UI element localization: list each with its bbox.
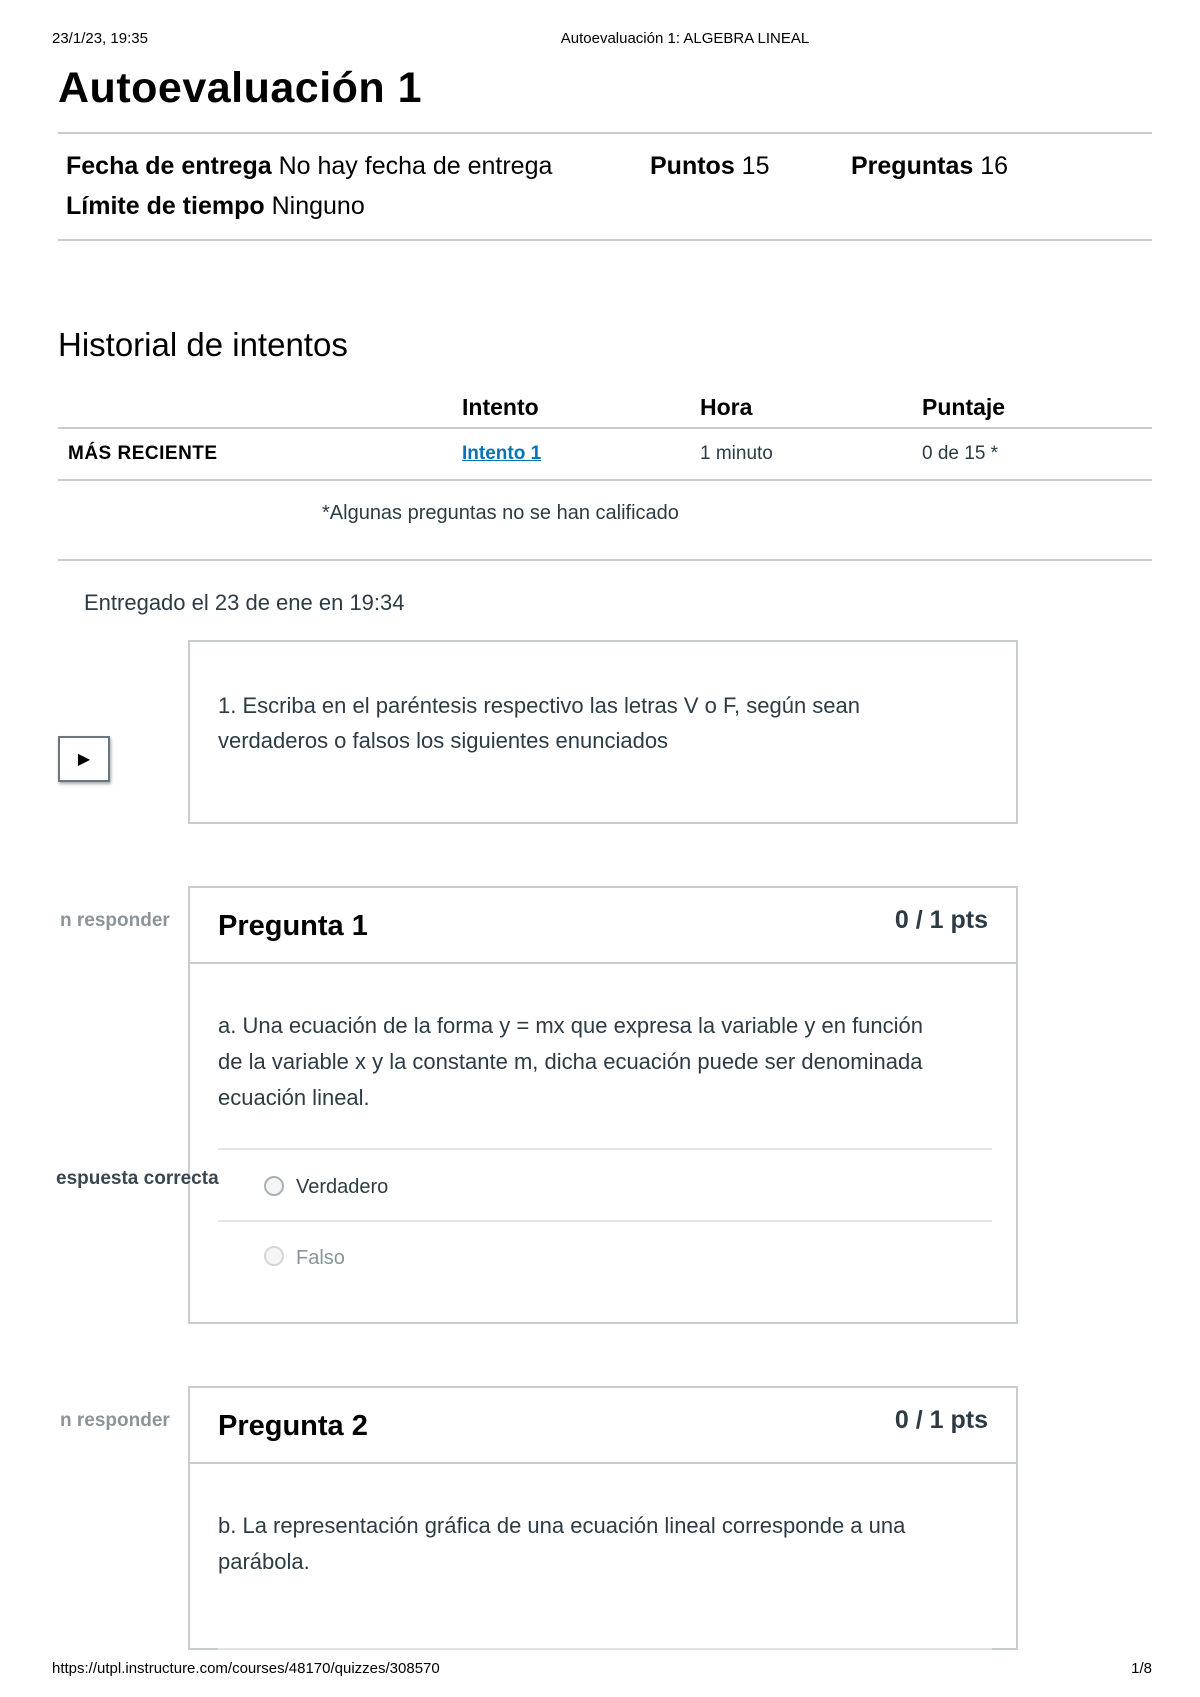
- points-value: 15: [741, 152, 770, 180]
- intro-line-1: 1. Escriba en el paréntesis respectivo las letras V o F, según sean: [218, 693, 861, 718]
- question-2-points: 0 / 1 pts: [894, 1406, 988, 1434]
- answer-divider: [218, 1148, 992, 1150]
- print-page-number: 1/8: [1131, 1660, 1152, 1677]
- time-limit: [66, 192, 365, 221]
- row-label: MÁS RECIENTE: [68, 443, 218, 464]
- attempt-link[interactable]: Intento 1: [462, 443, 542, 464]
- question-2-text-line-2: parábola.: [218, 1549, 310, 1574]
- due-date-label: Fecha de entrega: [66, 152, 272, 180]
- column-header-score: Puntaje: [922, 394, 1006, 420]
- history-divider: [58, 559, 1152, 561]
- intro-line-2: verdaderos o falsos los siguientes enunciados: [218, 728, 669, 753]
- question-1-body: [188, 964, 1018, 1324]
- grading-note: *Algunas preguntas no se han calificado: [322, 502, 679, 524]
- history-heading: Historial de intentos: [58, 326, 348, 363]
- print-url: https://utpl.instructure.com/courses/48170/quizzes/308570: [52, 1660, 440, 1677]
- attempt-time: 1 minuto: [700, 443, 773, 464]
- due-date: [66, 152, 552, 181]
- question-1-text-line-2: de la variable x y la constante m, dicha ecuación puede ser denominada: [218, 1049, 923, 1074]
- question-1-text-line-3: ecuación lineal.: [218, 1085, 370, 1110]
- question-2-title: Pregunta 2: [218, 1410, 368, 1442]
- intro-box: [188, 640, 1018, 824]
- question-1-title: Pregunta 1: [218, 910, 368, 942]
- question-2-header: [188, 1386, 1018, 1464]
- questions-label: Preguntas: [851, 152, 974, 180]
- answer-divider: [218, 1648, 992, 1650]
- questions-value: 16: [980, 152, 1009, 180]
- radio-false[interactable]: [264, 1246, 284, 1266]
- time-limit-label: Límite de tiempo: [66, 192, 265, 220]
- points: [650, 152, 769, 181]
- radio-true[interactable]: [264, 1176, 284, 1196]
- questions-count: [851, 152, 1008, 181]
- meta-divider: [58, 239, 1152, 241]
- question-1-header: [188, 886, 1018, 964]
- question-2-text-line-1: b. La representación gráfica de una ecuación lineal corresponde a una: [218, 1513, 906, 1538]
- table-row-divider: [58, 479, 1152, 481]
- question-1-text-line-1: a. Una ecuación de la forma y = mx que expresa la variable y en función: [218, 1013, 924, 1038]
- answer-divider: [218, 1220, 992, 1222]
- answer-false-label: Falso: [296, 1247, 345, 1269]
- column-header-time: Hora: [700, 394, 753, 420]
- due-date-value: No hay fecha de entrega: [278, 152, 553, 180]
- question-1-points: 0 / 1 pts: [894, 906, 988, 934]
- points-label: Puntos: [650, 152, 735, 180]
- submitted-timestamp: Entregado el 23 de ene en 19:34: [84, 590, 405, 615]
- question-2-body: [188, 1464, 1018, 1650]
- time-limit-value: Ninguno: [271, 192, 365, 220]
- question-2-status: n responder: [60, 1410, 170, 1431]
- column-header-attempt: Intento: [462, 394, 539, 420]
- question-1-status: n responder: [60, 910, 170, 931]
- expand-button[interactable]: [58, 736, 110, 782]
- title-divider: [58, 132, 1152, 134]
- page-title: Autoevaluación 1: [58, 64, 423, 112]
- table-header-divider: [58, 427, 1152, 429]
- play-icon: ▶: [77, 751, 91, 768]
- correct-answer-label: espuesta correcta: [56, 1168, 219, 1189]
- print-datetime: 23/1/23, 19:35: [52, 30, 148, 47]
- answer-true-label: Verdadero: [296, 1176, 389, 1198]
- print-document-title: Autoevaluación 1: ALGEBRA LINEAL: [560, 30, 810, 47]
- attempt-score: 0 de 15 *: [922, 443, 999, 464]
